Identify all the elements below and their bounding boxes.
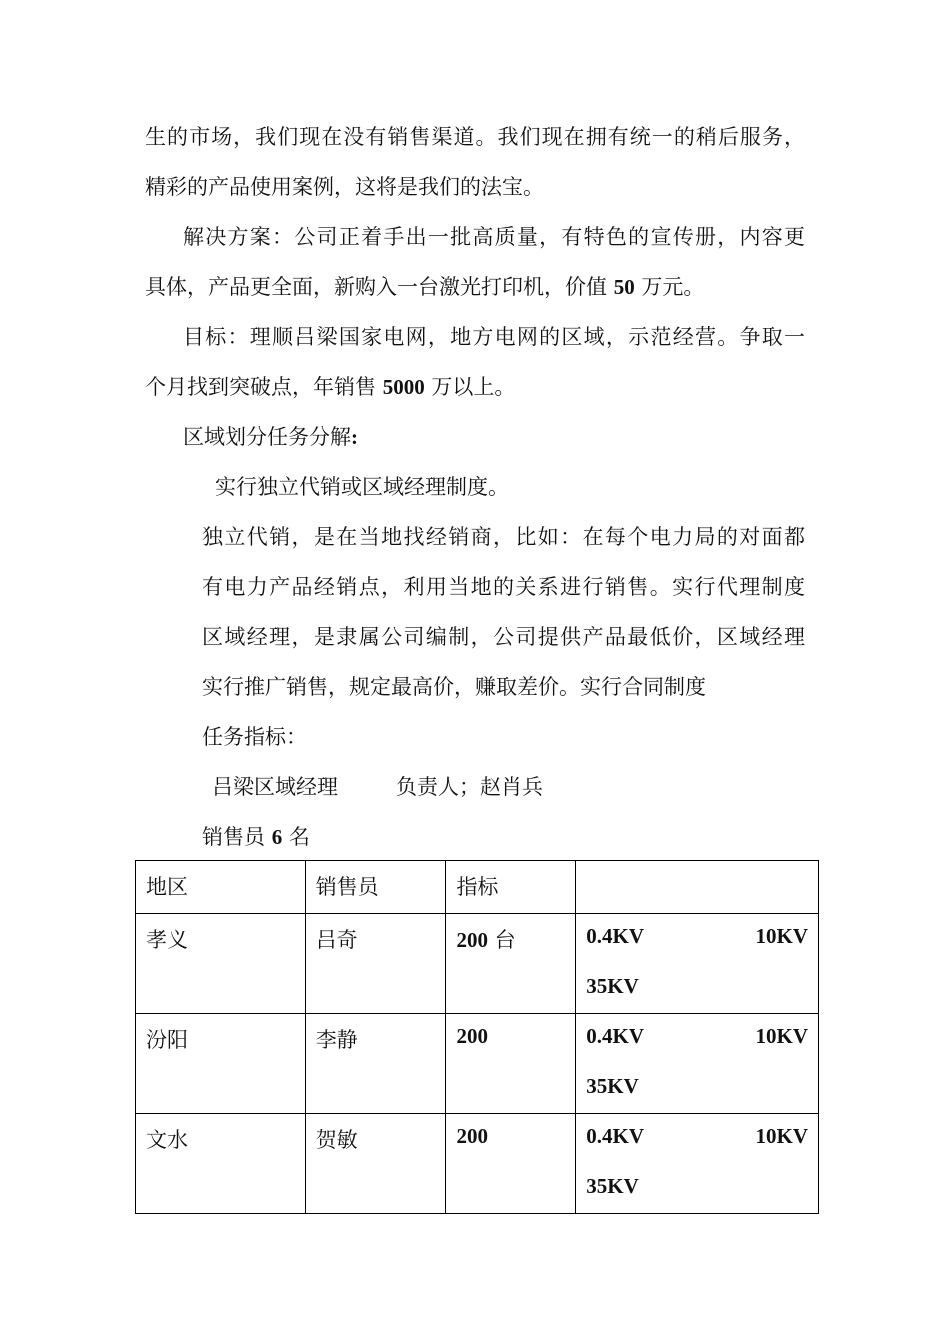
table-outer-border [818,860,819,1214]
manager-name: 负责人；赵肖兵 [396,775,543,799]
voltage-cell [576,1114,819,1214]
section-heading [183,425,358,449]
price-value: 50 [613,275,635,299]
paragraph-line: 解决方案：公司正着手出一批高质量，有特色的宣传册，内容更 [183,225,805,249]
header-cell: 地区 [136,861,306,914]
voltage-0-4kv: 0.4KV [586,1024,644,1048]
seller-cell: 贺敏 [305,1114,446,1214]
paragraph-line: 实行独立代销或区域经理制度。 [215,475,509,499]
text-run: 区域划分任务分解 [183,425,351,449]
manager-title: 吕梁区域经理 [212,775,338,799]
paragraph-line: 有电力产品经销点，利用当地的关系进行销售。实行代理制度 [202,575,805,599]
paragraph-line: 生的市场，我们现在没有销售渠道。我们现在拥有统一的稍后服务， [145,125,805,149]
target-cell [446,914,576,1014]
paragraph-line: 独立代销，是在当地找经销商，比如：在每个电力局的对面都 [202,525,805,549]
header-cell: 指标 [446,861,576,914]
voltage-10kv: 10KV [755,924,808,948]
target-number: 200 [456,1124,488,1148]
voltage-35kv: 35KV [586,974,639,998]
table-row [136,1014,819,1114]
header-cell [576,861,819,914]
voltage-35kv: 35KV [586,1174,639,1198]
table-row [136,914,819,1014]
voltage-10kv: 10KV [755,1024,808,1048]
paragraph-line: 实行推广销售，规定最高价，赚取差价。实行合同制度 [202,675,706,699]
region-cell: 孝义 [136,914,306,1014]
header-cell: 销售员 [305,861,446,914]
text-run: 个月找到突破点，年销售 [145,375,383,399]
paragraph-line [145,375,515,399]
text-run: 具体，产品更全面，新购入一台激光打印机，价值 [145,275,614,299]
seller-cell: 李静 [305,1014,446,1114]
target-cell [446,1114,576,1214]
voltage-0-4kv: 0.4KV [586,924,644,948]
target-unit: 台 [487,928,516,952]
table-header-row [136,861,819,914]
target-number: 200 [456,928,488,952]
colon: : [351,425,358,449]
paragraph-line: 目标：理顺吕梁国家电网，地方电网的区域，示范经营。争取一 [183,325,805,349]
seller-cell: 吕奇 [305,914,446,1014]
sales-target-table [135,860,819,1214]
voltage-0-4kv: 0.4KV [586,1124,644,1148]
text-run: 销售员 [202,825,272,849]
manager-line [212,775,543,799]
voltage-35kv: 35KV [586,1074,639,1098]
text-run: 万以上。 [424,375,516,399]
target-number: 200 [456,1024,488,1048]
paragraph-line: 精彩的产品使用案例，这将是我们的法宝。 [145,175,544,199]
sales-count: 6 [271,825,283,849]
voltage-cell [576,914,819,1014]
paragraph-line: 任务指标： [202,725,307,749]
sales-target-value: 5000 [382,375,425,399]
voltage-cell [576,1014,819,1114]
region-cell: 汾阳 [136,1014,306,1114]
table-row [136,1114,819,1214]
text-run: 万元。 [634,275,705,299]
paragraph-line: 区域经理，是隶属公司编制，公司提供产品最低价，区域经理 [202,625,805,649]
voltage-10kv: 10KV [755,1124,808,1148]
text-run: 名 [282,825,310,849]
target-cell [446,1014,576,1114]
region-cell: 文水 [136,1114,306,1214]
sales-count-line [202,825,310,849]
paragraph-line [145,275,704,299]
